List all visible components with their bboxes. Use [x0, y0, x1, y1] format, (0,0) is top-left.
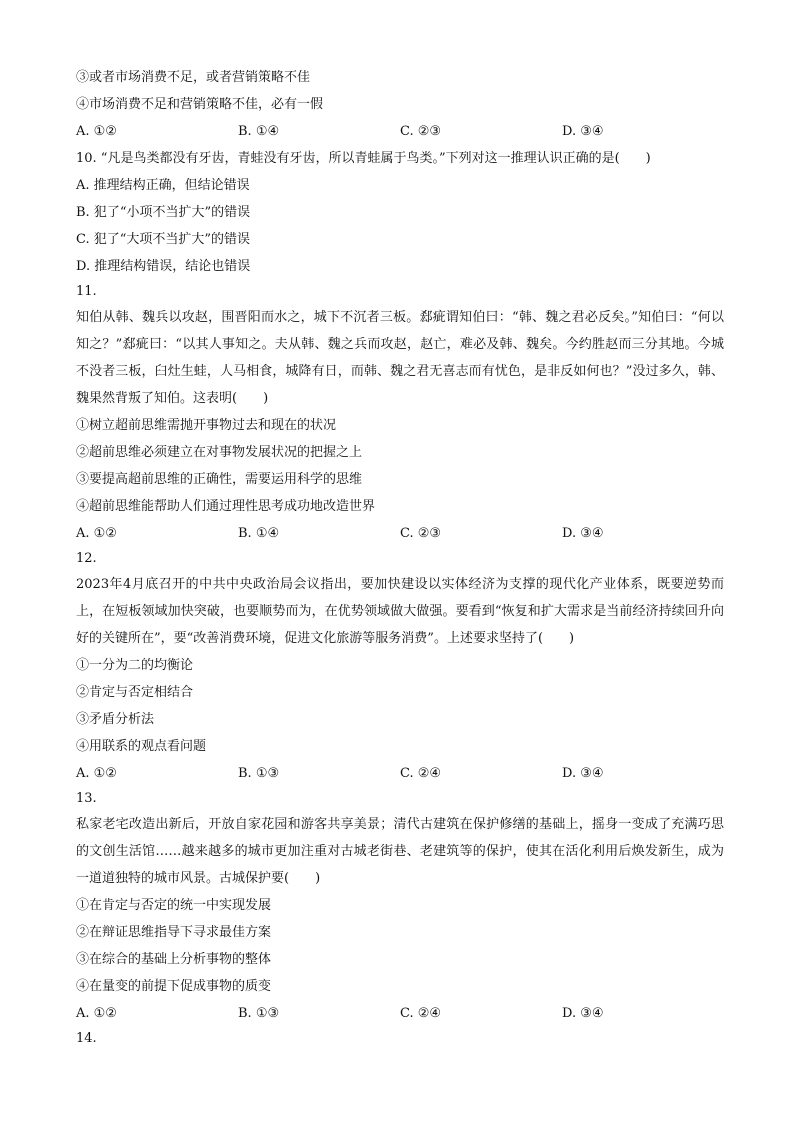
q10-choice-b[interactable]: B. 犯了“小项不当扩大”的错误: [76, 205, 251, 220]
question-10: [76, 145, 724, 280]
question-11: [76, 280, 724, 547]
q13-item-1: ①在肯定与否定的统一中实现发展: [76, 898, 272, 913]
q12-item-1: ①一分为二的均衡论: [76, 658, 194, 673]
q9-option-a[interactable]: A. ①②: [76, 124, 117, 139]
q12-option-d[interactable]: D. ③④: [562, 766, 604, 781]
q13-option-d[interactable]: D. ③④: [562, 1006, 604, 1021]
q11-option-a[interactable]: A. ①②: [76, 526, 117, 541]
q9-option-b[interactable]: B. ①④: [238, 124, 280, 139]
q13-options: [76, 1000, 724, 1027]
q12-options: [76, 760, 724, 787]
question-9-tail: [76, 64, 724, 145]
q12-stem: 2023年4月底召开的中共中央政治局会议指出，要加快建设以实体经济为支撑的现代化产业体系，既要逆势而上，在短板领域加快突破，也要顺势而为，在优势领域做大做强。要看到“恢复和扩大需求是当前经济持续回升向好的关键所在”，要“改善消费环境，促进文化旅游等服务消费”。上述要求坚持了( ): [76, 577, 724, 646]
q13-option-c[interactable]: C. ②④: [400, 1006, 442, 1021]
q10-choice-d[interactable]: D. 推理结构错误，结论也错误: [76, 259, 251, 274]
q13-stem: 私家老宅改造出新后，开放自家花园和游客共享美景；清代古建筑在保护修缮的基础上，摇身一变成了充满巧思的文创生活馆……越来越多的城市更加注重对古城老街巷、老建筑等的保护，使其在活化利用后焕发新生，成为一道道独特的城市风景。古城保护要( ): [76, 817, 724, 886]
q13-number: 13.: [76, 791, 97, 806]
q11-option-c[interactable]: C. ②③: [400, 526, 442, 541]
q12-option-c[interactable]: C. ②④: [400, 766, 442, 781]
q11-item-4: ④超前思维能帮助人们通过理性思考成功地改造世界: [76, 499, 376, 514]
q10-choice-c[interactable]: C. 犯了“大项不当扩大”的错误: [76, 232, 251, 247]
q11-item-1: ①树立超前思维需抛开事物过去和现在的状况: [76, 418, 337, 433]
q13-option-b[interactable]: B. ①③: [238, 1006, 280, 1021]
q9-item-3: ③或者市场消费不足，或者营销策略不佳: [76, 70, 311, 85]
q11-number: 11.: [76, 284, 97, 299]
q12-item-3: ③矛盾分析法: [76, 712, 155, 727]
q11-option-b[interactable]: B. ①④: [238, 526, 280, 541]
q12-item-4: ④用联系的观点看问题: [76, 739, 207, 754]
q11-item-2: ②超前思维必须建立在对事物发展状况的把握之上: [76, 445, 363, 460]
q12-option-b[interactable]: B. ①③: [238, 766, 280, 781]
q9-options: [76, 118, 724, 145]
q12-number: 12.: [76, 551, 97, 566]
q9-option-c[interactable]: C. ②③: [400, 124, 442, 139]
q13-item-3: ③在综合的基础上分析事物的整体: [76, 952, 272, 967]
question-12: [76, 547, 724, 787]
q12-item-2: ②肯定与否定相结合: [76, 685, 194, 700]
q11-item-3: ③要提高超前思维的正确性，需要运用科学的思维: [76, 472, 363, 487]
q10-choice-a[interactable]: A. 推理结构正确，但结论错误: [76, 178, 250, 193]
q11-stem: 知伯从韩、魏兵以攻赵，围晋阳而水之，城下不沉者三板。郄疵谓知伯曰：“韩、魏之君必反矣。”知伯曰：“何以知之？”郄疵曰：“以其人事知之。夫从韩、魏之兵而攻赵，赵亡，难必及韩、魏矣。今约胜赵而三分其地。今城不没者三板，臼灶生蛙，人马相食，城降有日，而韩、魏之君无喜志而有忧色，是非反如何也？”没过多久，韩、魏果然背叛了知伯。这表明( ): [76, 310, 724, 406]
question-14: [76, 1027, 724, 1051]
q14-number: 14.: [76, 1031, 97, 1046]
q10-stem: 10. “凡是鸟类都没有牙齿，青蛙没有牙齿，所以青蛙属于鸟类。”下列对这一推理认识正确的是( ): [76, 151, 651, 166]
q9-item-4: ④市场消费不足和营销策略不佳，必有一假: [76, 97, 324, 112]
q13-item-2: ②在辩证思维指导下寻求最佳方案: [76, 925, 272, 940]
q11-option-d[interactable]: D. ③④: [562, 526, 604, 541]
exam-page: [76, 64, 724, 1051]
q12-option-a[interactable]: A. ①②: [76, 766, 117, 781]
q9-option-d[interactable]: D. ③④: [562, 124, 604, 139]
q13-option-a[interactable]: A. ①②: [76, 1006, 117, 1021]
question-13: [76, 787, 724, 1027]
q13-item-4: ④在量变的前提下促成事物的质变: [76, 979, 272, 994]
q11-options: [76, 520, 724, 547]
